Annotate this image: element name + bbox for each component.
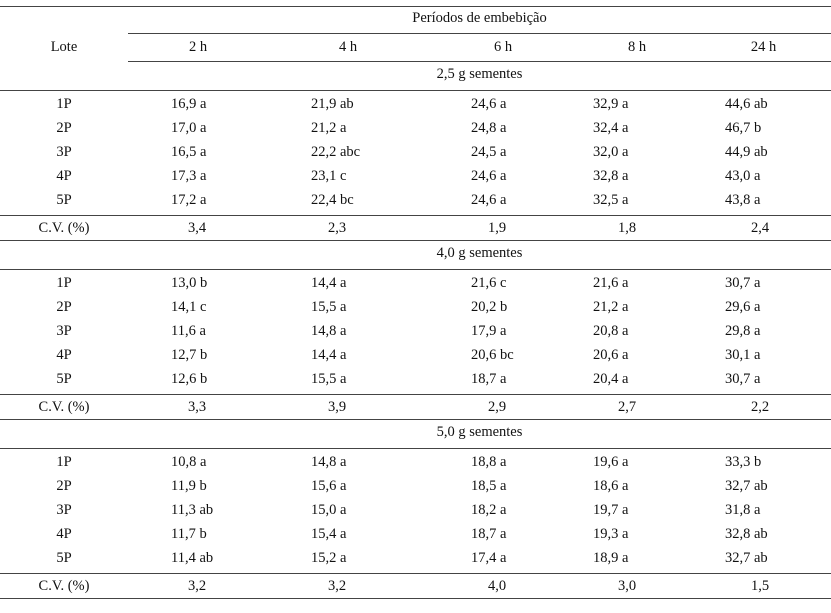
value-cell: 12,7 b [171, 347, 208, 363]
cv-row [0, 395, 831, 419]
value-cell: 14,4 a [311, 275, 347, 291]
cv-value: 2,7 [617, 399, 637, 415]
table-row [0, 295, 831, 319]
table-row [0, 474, 831, 498]
lote-cell: 3P [56, 323, 72, 339]
value-cell: 17,3 a [171, 168, 207, 184]
cv-label: C.V. (%) [38, 220, 90, 236]
value-cell: 20,6 a [593, 347, 629, 363]
lote-cell: 5P [56, 371, 72, 387]
value-cell: 18,5 a [471, 478, 507, 494]
value-cell: 17,2 a [171, 192, 207, 208]
value-cell: 32,0 a [593, 144, 629, 160]
table-row [0, 498, 831, 522]
group-rule [128, 33, 831, 34]
value-cell: 22,2 abc [311, 144, 361, 160]
period-header: 6 h [493, 39, 513, 55]
value-cell: 11,3 ab [171, 502, 214, 518]
value-cell: 18,7 a [471, 371, 507, 387]
section-rule [0, 90, 831, 91]
cv-bottom-rule [0, 598, 831, 599]
value-cell: 11,7 b [171, 526, 207, 542]
value-cell: 18,8 a [471, 454, 507, 470]
lote-cell: 4P [56, 168, 72, 184]
value-cell: 20,4 a [593, 371, 629, 387]
value-cell: 20,2 b [471, 299, 508, 315]
value-cell: 31,8 a [725, 502, 761, 518]
value-cell: 15,2 a [311, 550, 347, 566]
value-cell: 18,2 a [471, 502, 507, 518]
lote-cell: 1P [56, 96, 72, 112]
value-cell: 19,3 a [593, 526, 629, 542]
periods-group-header: Períodos de embebição [412, 10, 547, 26]
section-title: 4,0 g sementes [436, 245, 523, 261]
value-cell: 19,6 a [593, 454, 629, 470]
cv-value: 3,0 [617, 578, 637, 594]
value-cell: 11,9 b [171, 478, 207, 494]
value-cell: 21,2 a [311, 120, 347, 136]
cv-value: 2,3 [327, 220, 347, 236]
value-cell: 21,6 c [471, 275, 507, 291]
lote-cell: 1P [56, 275, 72, 291]
cv-value: 3,9 [327, 399, 347, 415]
section-rule [0, 269, 831, 270]
cv-value: 2,4 [750, 220, 770, 236]
lote-cell: 2P [56, 478, 72, 494]
table-row [0, 522, 831, 546]
value-cell: 44,6 ab [725, 96, 768, 112]
cv-value: 3,2 [327, 578, 347, 594]
cv-row [0, 216, 831, 240]
cv-label: C.V. (%) [38, 578, 90, 594]
value-cell: 43,0 a [725, 168, 761, 184]
value-cell: 24,6 a [471, 192, 507, 208]
value-cell: 15,5 a [311, 371, 347, 387]
period-header: 2 h [188, 39, 208, 55]
value-cell: 12,6 b [171, 371, 208, 387]
value-cell: 22,4 bc [311, 192, 354, 208]
cv-value: 4,0 [487, 578, 507, 594]
value-cell: 14,8 a [311, 323, 347, 339]
value-cell: 24,8 a [471, 120, 507, 136]
value-cell: 15,0 a [311, 502, 347, 518]
value-cell: 29,6 a [725, 299, 761, 315]
table-row [0, 367, 831, 391]
value-cell: 46,7 b [725, 120, 762, 136]
value-cell: 16,5 a [171, 144, 207, 160]
value-cell: 32,8 ab [725, 526, 768, 542]
value-cell: 32,4 a [593, 120, 629, 136]
value-cell: 44,9 ab [725, 144, 768, 160]
value-cell: 10,8 a [171, 454, 207, 470]
value-cell: 15,4 a [311, 526, 347, 542]
value-cell: 24,6 a [471, 168, 507, 184]
value-cell: 32,9 a [593, 96, 629, 112]
value-cell: 32,8 a [593, 168, 629, 184]
value-cell: 23,1 c [311, 168, 347, 184]
value-cell: 24,5 a [471, 144, 507, 160]
cv-value: 2,9 [487, 399, 507, 415]
value-cell: 15,5 a [311, 299, 347, 315]
section-title: 5,0 g sementes [436, 424, 523, 440]
value-cell: 16,9 a [171, 96, 207, 112]
lote-cell: 5P [56, 550, 72, 566]
value-cell: 30,7 a [725, 371, 761, 387]
lote-cell: 5P [56, 192, 72, 208]
section-title: 2,5 g sementes [436, 66, 523, 82]
table-row [0, 92, 831, 116]
cv-value: 1,5 [750, 578, 770, 594]
value-cell: 21,6 a [593, 275, 629, 291]
value-cell: 20,8 a [593, 323, 629, 339]
value-cell: 21,2 a [593, 299, 629, 315]
cv-value: 2,2 [750, 399, 770, 415]
lote-header: Lote [50, 39, 78, 55]
cv-value: 3,3 [187, 399, 207, 415]
lote-cell: 4P [56, 526, 72, 542]
cv-value: 1,8 [617, 220, 637, 236]
cv-value: 3,4 [187, 220, 207, 236]
value-cell: 17,0 a [171, 120, 207, 136]
lote-cell: 3P [56, 502, 72, 518]
value-cell: 11,4 ab [171, 550, 214, 566]
value-cell: 15,6 a [311, 478, 347, 494]
value-cell: 32,5 a [593, 192, 629, 208]
lote-cell: 2P [56, 120, 72, 136]
value-cell: 14,8 a [311, 454, 347, 470]
value-cell: 14,4 a [311, 347, 347, 363]
cv-label: C.V. (%) [38, 399, 90, 415]
table-row [0, 164, 831, 188]
table-row [0, 116, 831, 140]
cv-value: 3,2 [187, 578, 207, 594]
value-cell: 14,1 c [171, 299, 207, 315]
table-row [0, 546, 831, 570]
value-cell: 11,6 a [171, 323, 206, 339]
value-cell: 24,6 a [471, 96, 507, 112]
value-cell: 17,9 a [471, 323, 507, 339]
cv-value: 1,9 [487, 220, 507, 236]
value-cell: 30,1 a [725, 347, 761, 363]
period-header: 24 h [750, 39, 777, 55]
table-row [0, 140, 831, 164]
lote-cell: 4P [56, 347, 72, 363]
table-row [0, 343, 831, 367]
table-row [0, 271, 831, 295]
value-cell: 32,7 ab [725, 478, 768, 494]
value-cell: 18,9 a [593, 550, 629, 566]
value-cell: 33,3 b [725, 454, 762, 470]
cv-row [0, 574, 831, 598]
table-row [0, 188, 831, 212]
value-cell: 20,6 bc [471, 347, 514, 363]
period-header: 8 h [627, 39, 647, 55]
lote-cell: 3P [56, 144, 72, 160]
lote-cell: 1P [56, 454, 72, 470]
value-cell: 43,8 a [725, 192, 761, 208]
value-cell: 17,4 a [471, 550, 507, 566]
period-header: 4 h [338, 39, 358, 55]
value-cell: 19,7 a [593, 502, 629, 518]
value-cell: 30,7 a [725, 275, 761, 291]
lote-cell: 2P [56, 299, 72, 315]
value-cell: 13,0 b [171, 275, 208, 291]
value-cell: 18,7 a [471, 526, 507, 542]
value-cell: 29,8 a [725, 323, 761, 339]
value-cell: 21,9 ab [311, 96, 354, 112]
value-cell: 32,7 ab [725, 550, 768, 566]
value-cell: 18,6 a [593, 478, 629, 494]
table-row [0, 450, 831, 474]
table-row [0, 319, 831, 343]
section-rule [0, 448, 831, 449]
